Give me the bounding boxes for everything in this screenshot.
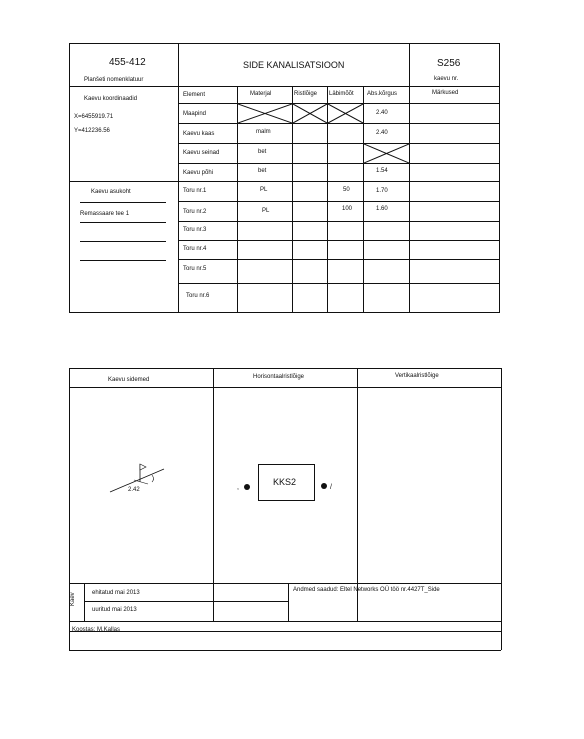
row-materjal: PL — [262, 208, 270, 214]
col-header-labimoot: Läbimõõt — [329, 91, 354, 97]
left-node-icon — [244, 484, 250, 490]
cross-icon — [328, 104, 363, 123]
cross-icon — [364, 144, 409, 163]
col-header-markused: Märkused — [432, 90, 459, 96]
coordinates-heading: Kaevu koordinaadid — [84, 96, 138, 102]
cross-icon — [293, 104, 327, 123]
box-label: KKS2 — [273, 477, 297, 487]
data-source: Andmed saadud: Eltel Networks OÜ töö nr.4427T_Side — [293, 587, 440, 593]
compiler: Koostas: M.Kallas — [72, 627, 121, 633]
coordinate-y: Y=412236.56 — [74, 128, 110, 134]
page-title: SIDE KANALISATSIOON — [243, 60, 345, 70]
row-korgus: 1.60 — [376, 206, 388, 212]
coordinate-x: X=6455919.71 — [74, 114, 114, 120]
row-element: Kaevu põhi — [183, 170, 214, 176]
col-header-ristloige: Ristlõige — [294, 91, 318, 97]
well-number: S256 — [437, 58, 461, 69]
section-header-horisontaal: Horisontaalristlõige — [253, 374, 305, 380]
nomenclature-code: 455-412 — [109, 57, 146, 68]
top-form — [0, 0, 584, 330]
cross-icon — [238, 104, 292, 123]
row-element: Toru nr.3 — [183, 227, 207, 233]
section-header-vertikaal: Vertikaalristlõige — [395, 373, 439, 379]
row-element: Toru nr.6 — [186, 293, 210, 299]
row-materjal: malm — [256, 129, 271, 135]
right-tick-icon: / — [330, 484, 332, 491]
sidemed-sketch — [108, 457, 172, 497]
row-korgus: 2.40 — [376, 110, 388, 116]
location-heading: Kaevu asukoht — [91, 189, 131, 195]
side-label: Kaev — [70, 592, 76, 606]
row-materjal: bet — [258, 149, 267, 155]
col-header-element: Element — [183, 92, 206, 98]
row-materjal: PL — [260, 187, 268, 193]
row-element: Toru nr.2 — [183, 209, 207, 215]
measured-date: uuritud mai 2013 — [92, 607, 137, 613]
row-element: Kaevu kaas — [183, 131, 215, 137]
row-element: Kaevu seinad — [183, 150, 220, 156]
row-element: Toru nr.4 — [183, 246, 207, 252]
nomenclature-label: Planšeti nomenklatuur — [84, 77, 144, 83]
row-korgus: 2.40 — [376, 130, 388, 136]
location-address: Remassaare tee 1 — [80, 211, 130, 217]
bottom-form — [0, 330, 584, 660]
row-labimoot: 50 — [343, 187, 350, 193]
col-header-abs-korgus: Abs.kõrgus — [367, 91, 398, 97]
row-element: Maapind — [183, 111, 207, 117]
row-element: Toru nr.1 — [183, 188, 207, 194]
row-korgus: 1.70 — [376, 188, 388, 194]
col-header-materjal: Materjal — [250, 91, 272, 97]
built-date: ehitatud mai 2013 — [92, 590, 140, 596]
well-number-label: kaevu nr. — [434, 76, 459, 82]
right-node-icon — [321, 483, 327, 489]
section-header-sidemed: Kaevu sidemed — [108, 377, 150, 383]
sketch-label: 2.42 — [128, 487, 140, 493]
left-tick-icon: , — [237, 484, 239, 491]
row-korgus: 1.54 — [376, 168, 388, 174]
row-labimoot: 100 — [342, 206, 353, 212]
row-materjal: bet — [258, 168, 267, 174]
row-element: Toru nr.5 — [183, 266, 207, 272]
